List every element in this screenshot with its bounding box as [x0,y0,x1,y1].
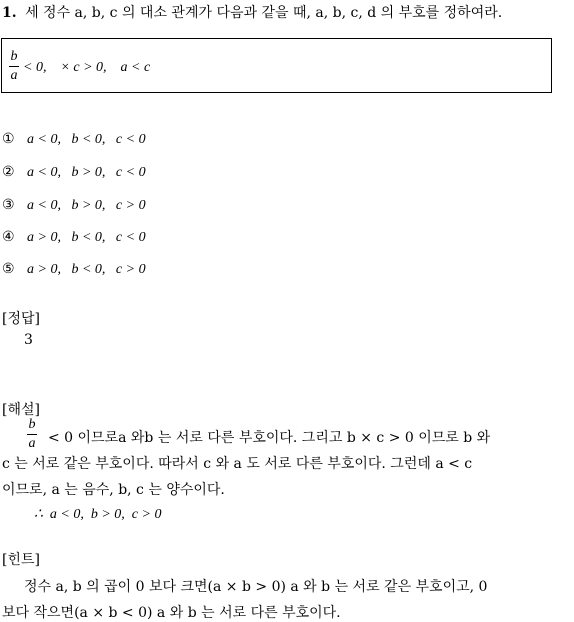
problem-statement [2,2,502,22]
choice-marker: ② [2,164,15,180]
problem-text: 세 정수 a, b, c 의 대소 관계가 다음과 같을 때, a, b, c, d 의 부호를 정하여라. [25,5,503,21]
explanation-fraction-denominator: a [28,436,36,451]
explanation-line-1: < 0 이므로a 와b 는 서로 다른 부호이다. 그리고 b × c > 0 이므로 b 와 [48,430,491,446]
choice-text: a < 0, b > 0, c > 0 [27,198,146,213]
hint-line-1: 정수 a, b 의 곱이 0 보다 크면(a × b > 0) a 와 b 는 서로 같은 부호이고, 0 [24,579,488,595]
choice-marker: ③ [2,197,15,213]
choice-marker: ⑤ [2,261,15,277]
choice-marker: ① [2,131,15,147]
choice-text: a < 0, b > 0, c < 0 [27,165,146,180]
explanation-label: [해설] [2,402,40,418]
choice-1 [2,131,146,148]
hint-line-2: 보다 작으면(a × b < 0) a 와 b 는 서로 다른 부호이다. [2,605,341,621]
condition-text: < 0, × c > 0, a < c [23,60,151,75]
explanation-fraction [27,418,37,452]
condition-fraction [9,50,19,84]
condition-box [1,38,552,93]
explanation-line-2: c 는 서로 같은 부호이다. 따라서 c 와 a 도 서로 다른 부호이다. 그런데 a < c [2,456,473,472]
choice-text: a > 0, b < 0, c > 0 [27,262,146,277]
choice-marker: ④ [2,229,15,245]
explanation-conclusion: ∴ a < 0, b > 0, c > 0 [34,507,162,522]
choice-5 [2,261,146,278]
condition-fraction-denominator: a [10,68,18,83]
condition-fraction-numerator: b [10,49,18,64]
choice-3 [2,197,146,214]
answer-label: [정답] [2,311,40,327]
choice-4 [2,229,146,246]
choice-text: a < 0, b < 0, c < 0 [27,132,146,147]
hint-label: [힌트] [2,552,40,568]
choice-text: a > 0, b < 0, c < 0 [27,230,146,245]
explanation-line-3: 이므로, a 는 음수, b, c 는 양수이다. [2,482,225,498]
problem-number: 1. [2,5,17,21]
explanation-fraction-numerator: b [28,417,36,432]
answer-value: 3 [24,332,33,348]
choice-2 [2,164,146,181]
